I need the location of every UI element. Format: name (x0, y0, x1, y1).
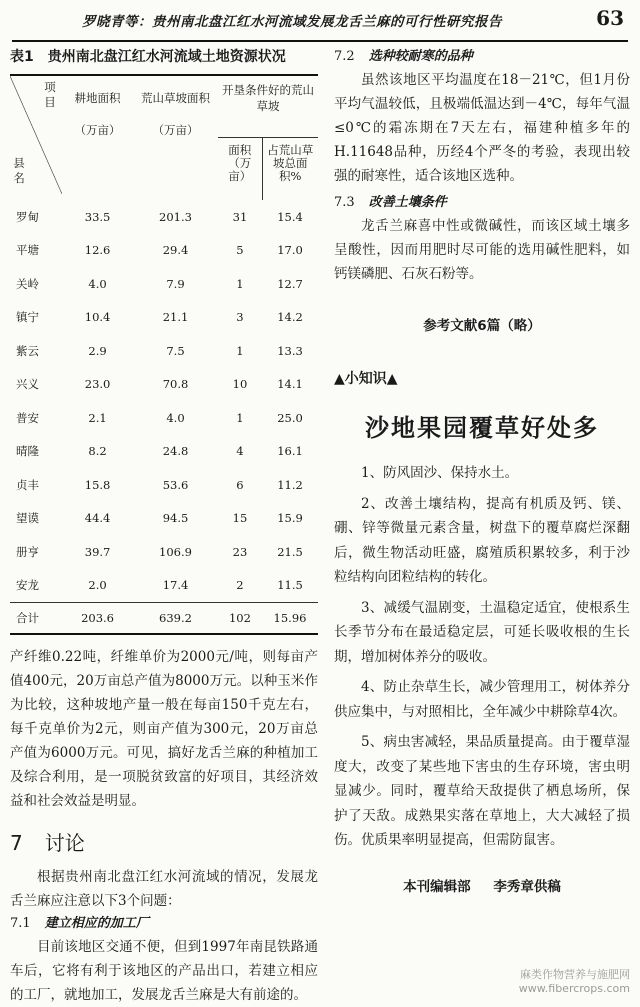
wasteland-cell: 24.8 (162, 444, 189, 459)
list-item: 2、改善土壤结构，提高有机质及钙、镁、硼、锌等微量元素含量，树盘下的覆草腐烂深翻后，微生物活动旺盛，腐殖质积累较多，利于沙粒结构向团粒结构的转化。 (334, 495, 630, 585)
suitable-area-cell: 4 (236, 444, 244, 459)
arable-cell: 39.7 (84, 544, 111, 559)
wasteland-cell: 4.0 (166, 410, 185, 425)
wasteland-cell: 7.9 (166, 276, 185, 291)
table-caption (10, 46, 318, 68)
wasteland-cell: 29.4 (162, 243, 189, 258)
col-header-wasteland (133, 75, 218, 200)
wasteland-cell: 53.6 (162, 477, 189, 492)
suitable-area-cell: 1 (236, 410, 244, 425)
county-name: 罗甸 (16, 209, 39, 224)
table-row (10, 435, 318, 469)
paragraph: 龙舌兰麻喜中性或微碱性，而该区域土壤多呈酸性，因而用肥时尽可能的选用碱性肥料，如钙镁磷肥、石灰石粉等。 (334, 218, 630, 282)
table-row (10, 200, 318, 234)
section-title: 讨论 (44, 831, 85, 855)
subsection-title: 建立相应的加工厂 (44, 916, 149, 931)
table-row (10, 535, 318, 569)
wasteland-cell: 106.9 (159, 544, 192, 559)
section-heading (10, 827, 318, 855)
arable-cell: 2.9 (88, 343, 107, 358)
subsection-heading (334, 192, 630, 214)
total-suitable-pct: 15.96 (262, 603, 318, 635)
table-row (10, 267, 318, 301)
paragraph: 目前该地区交通不便，但到1997年南昆铁路通车后，它将有利于该地区的产品出口，若建立相应的工厂，就地加工，发展龙舌兰麻是大有前途的。 (10, 939, 318, 1003)
suitable-pct-cell: 15.4 (277, 209, 303, 224)
suitable-area-cell: 6 (236, 477, 244, 492)
paragraph: 虽然该地区平均温度在18－21℃，但1月份平均气温较低，且极端低温达到－4℃，每年气温≤0℃的霜冻期在7天左右，福建种植多年的H.11648品种，历经4个严冬的考验，表现出较强的耐寒性，适合该地区选种。 (334, 72, 630, 184)
county-name: 紫云 (16, 343, 39, 358)
arable-cell: 10.4 (84, 310, 111, 325)
suitable-pct-cell: 11.2 (277, 477, 303, 492)
total-label: 合计 (10, 603, 62, 635)
suitable-pct-cell: 21.5 (277, 544, 303, 559)
paragraph: 根据贵州南北盘江红水河流域的情况，发展龙舌兰麻应注意以下3个问题： (10, 869, 318, 909)
subsection-heading (10, 913, 318, 935)
suitable-area-cell: 15 (232, 511, 248, 526)
credit-line: 本刊编辑部 李秀章供稿 (403, 878, 561, 895)
county-name: 普安 (16, 410, 39, 425)
running-title: 罗晓青等：贵州南北盘江红水河流域发展龙舌兰麻的可行性研究报告 (82, 14, 502, 30)
suitable-area-cell: 23 (232, 544, 248, 559)
table-row (10, 468, 318, 502)
arable-cell: 12.6 (84, 243, 111, 258)
county-name: 镇宁 (16, 310, 39, 325)
header-county-label: 县名 (13, 156, 25, 185)
county-name: 册亨 (16, 544, 39, 559)
left-column (10, 46, 318, 1007)
arable-cell: 44.4 (84, 511, 111, 526)
page-number: 63 (596, 6, 624, 30)
suitable-pct-cell: 15.9 (277, 511, 303, 526)
county-name: 关岭 (16, 276, 39, 291)
suitable-pct-cell: 25.0 (277, 410, 303, 425)
suitable-area-cell: 10 (232, 377, 248, 392)
header-item-label: 项目 (44, 80, 56, 109)
suitable-area-cell: 1 (236, 343, 244, 358)
watermark (519, 968, 630, 996)
county-name: 兴义 (16, 377, 39, 392)
suitable-pct-cell: 17.0 (277, 243, 303, 258)
subsection-title: 选种较耐寒的品种 (368, 49, 473, 64)
suitable-pct-cell: 11.5 (277, 578, 303, 593)
county-name: 平塘 (16, 243, 39, 258)
arable-cell: 33.5 (84, 209, 111, 224)
county-name: 晴隆 (16, 444, 39, 459)
table-row (10, 301, 318, 335)
total-arable: 203.6 (62, 603, 133, 635)
table-row (10, 234, 318, 268)
arable-cell: 15.8 (84, 477, 111, 492)
suitable-pct-cell: 16.1 (277, 444, 303, 459)
total-wasteland: 639.2 (133, 603, 218, 635)
arable-cell: 8.2 (88, 444, 107, 459)
subsection-number: 7.2 (334, 49, 355, 64)
paragraph: 产纤维0.22吨，纤维单价为2000元/吨，则每亩产值400元，20万亩总产值为8000万元。以种玉米作为比较，这种坡地产量一般在每亩150千克左右，每千克单价为2元，则亩产值为300元，20万亩总产值为6000万元。可见，搞好龙舌兰麻的种植加工及综合利用，是一项脱贫致富的好项目，其经济效益和社会效益是明显。 (10, 649, 318, 809)
suitable-pct-cell: 14.2 (277, 310, 303, 325)
tip-list (334, 461, 630, 853)
wasteland-cell: 201.3 (159, 209, 192, 224)
tip-box-title: 沙地果园覆草好处多 (365, 414, 599, 442)
list-item: 1、防风固沙、保持水土。 (361, 465, 519, 481)
arable-cell: 2.1 (88, 410, 107, 425)
wasteland-cell: 7.5 (166, 343, 185, 358)
wasteland-cell: 21.1 (162, 310, 189, 325)
table-number: 表1 (10, 49, 34, 65)
county-name: 贞丰 (16, 477, 39, 492)
page-header (12, 4, 628, 42)
suitable-area-cell: 3 (236, 310, 244, 325)
suitable-pct-cell: 13.3 (277, 343, 303, 358)
table-corner-header (10, 75, 62, 200)
left-body-text (10, 645, 318, 1007)
table-row (10, 502, 318, 536)
wasteland-cell: 70.8 (162, 377, 189, 392)
col-header-suitable-area: 面积（万亩） (218, 138, 262, 201)
list-item: 4、防止杂草生长，减少管理用工，树体养分供应集中，与对照相比，全年减少中耕除草4次。 (334, 679, 630, 720)
suitable-area-cell: 31 (232, 209, 248, 224)
section-number: 7 (10, 831, 23, 855)
suitable-area-cell: 2 (236, 578, 244, 593)
list-item: 5、病虫害减轻，果品质量提高。由于覆草湿度大，改变了某些地下害虫的生存环境，害虫明显减少。同时，覆草给天敌提供了栖息场所，保护了天敌。成熟果实落在草地上，大大减轻了损伤。优质果率明显提高，但需防鼠害。 (334, 734, 630, 848)
county-name: 安龙 (16, 578, 39, 593)
wasteland-cell: 94.5 (162, 511, 189, 526)
arable-cell: 4.0 (88, 276, 107, 291)
total-suitable-area: 102 (218, 603, 262, 635)
table-row (10, 368, 318, 402)
col-wasteland-unit: （万亩） (152, 123, 199, 137)
col-arable-label: 耕地面积 (74, 91, 121, 105)
table-row (10, 569, 318, 603)
col-header-arable (62, 75, 133, 200)
table-row (10, 401, 318, 435)
land-resource-table (10, 74, 318, 635)
subsection-title: 改善土壤条件 (368, 195, 447, 210)
suitable-pct-cell: 12.7 (277, 276, 303, 291)
right-column (334, 46, 630, 895)
table-total-row (10, 603, 318, 635)
wasteland-cell: 17.4 (162, 578, 189, 593)
col-wasteland-label: 荒山草坡面积 (141, 91, 210, 105)
arable-cell: 2.0 (88, 578, 107, 593)
tip-box-label: ▲小知识▲ (334, 371, 398, 387)
suitable-area-cell: 1 (236, 276, 244, 291)
suitable-area-cell: 5 (236, 243, 244, 258)
col-header-suitable: 开垦条件好的荒山草坡 (218, 75, 318, 138)
subsection-number: 7.3 (334, 195, 355, 210)
table-row (10, 334, 318, 368)
watermark-url: www.fibercrops.com (518, 982, 630, 995)
suitable-pct-cell: 14.1 (277, 377, 303, 392)
arable-cell: 23.0 (84, 377, 111, 392)
references-note: 参考文献6篇（略） (423, 318, 541, 334)
subsection-number: 7.1 (10, 916, 31, 931)
subsection-heading (334, 46, 630, 68)
table-title: 贵州南北盘江红水河流域土地资源状况 (47, 49, 286, 65)
col-arable-unit: （万亩） (74, 123, 121, 137)
col-header-suitable-pct: 占荒山草坡总面积% (262, 138, 318, 201)
watermark-name: 麻类作物营养与施肥网 (520, 968, 630, 981)
county-name: 望谟 (16, 511, 39, 526)
list-item: 3、减缓气温剧变，土温稳定适宜，使根系生长季节分布在最适稳定层，可延长吸收根的生长期，增加树体养分的吸收。 (334, 599, 630, 665)
